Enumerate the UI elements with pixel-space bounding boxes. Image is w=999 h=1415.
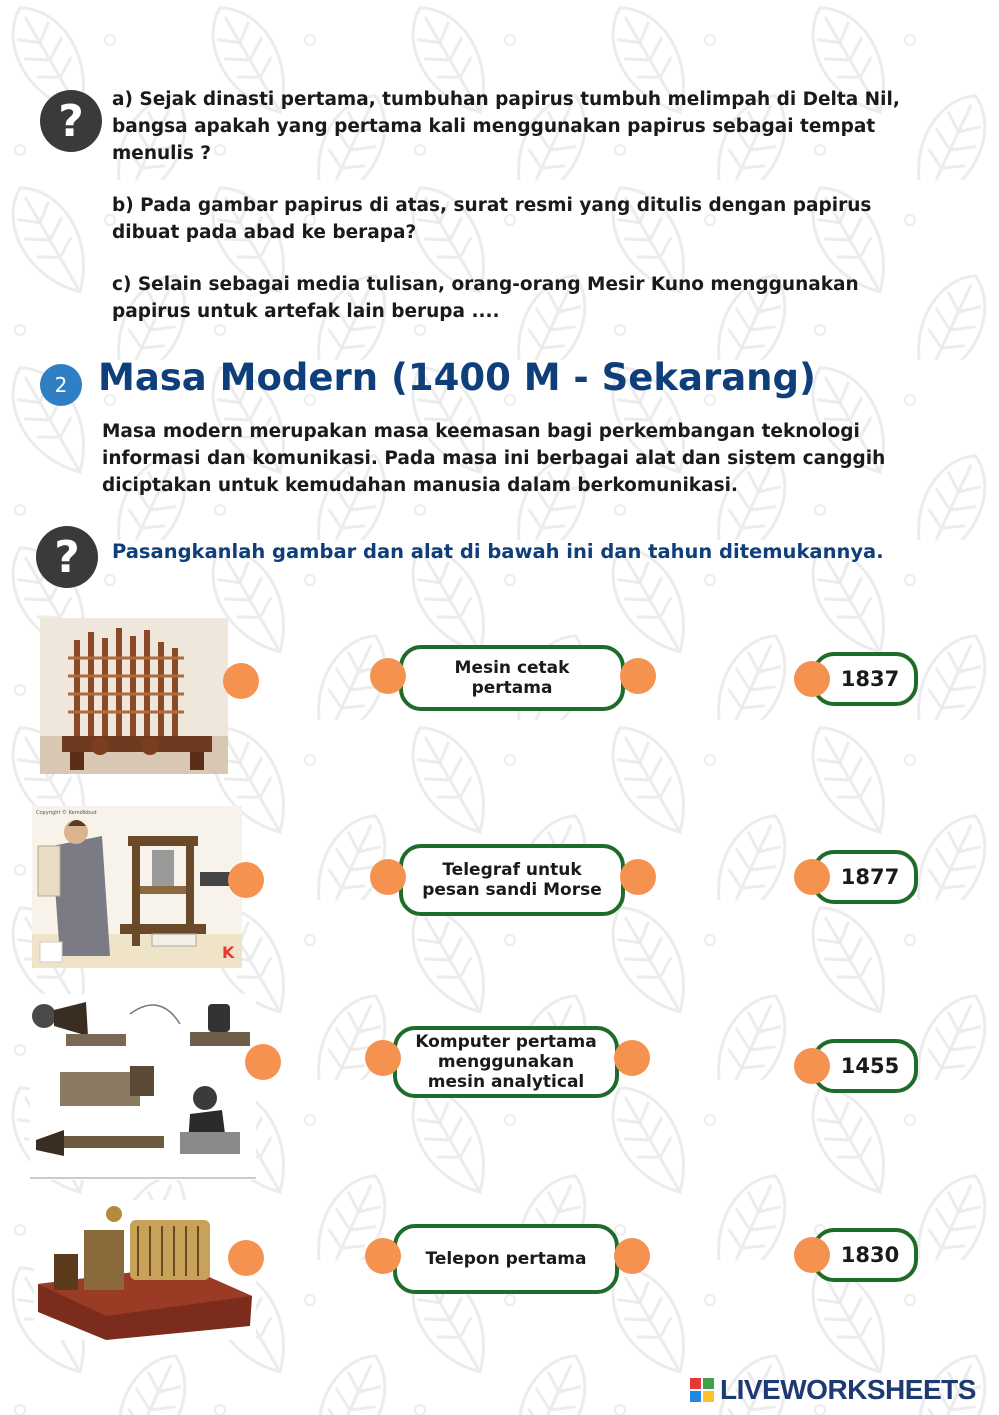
matching-instruction: Pasangkanlah gambar dan alat di bawah ini dan tahun ditemukannya. — [112, 540, 884, 563]
tool-1-left-dot[interactable] — [370, 658, 406, 694]
question-mark-icon: ? — [36, 526, 98, 588]
year-4-dot[interactable] — [794, 1237, 830, 1273]
question-c: c) Selain sebagai media tulisan, orang-orang Mesir Kuno menggunakan papirus untuk artefak lain berupa .... — [112, 274, 859, 322]
image-caption: Copyright © Kemdikbud — [36, 810, 97, 816]
tool-4-right-dot[interactable] — [614, 1238, 650, 1274]
tool-box-3: Komputer pertama menggunakan mesin analytical — [393, 1026, 619, 1098]
section-title: Masa Modern (1400 M - Sekarang) — [98, 356, 816, 399]
year-box-1: 1837 — [812, 652, 918, 706]
brand-name: LIVEWORKSHEETS — [720, 1374, 976, 1405]
liveworksheets-logo-icon — [690, 1378, 714, 1402]
year-3-dot[interactable] — [794, 1048, 830, 1084]
picture-2-connector-dot[interactable] — [228, 862, 264, 898]
tool-3-left-dot[interactable] — [365, 1040, 401, 1076]
question-b: b) Pada gambar papirus di atas, surat resmi yang ditulis dengan papirus dibuat pada abad ke berapa? — [112, 195, 872, 243]
tool-3-right-dot[interactable] — [614, 1040, 650, 1076]
section-description: Masa modern merupakan masa keemasan bagi perkembangan teknologi informasi dan komunikasi. Pada masa ini berbagai alat dan sistem canggih diciptakan untuk kemudahan manusia dalam berkomunikasi. — [102, 421, 886, 496]
k-logo: K — [222, 943, 235, 962]
year-box-4: 1830 — [812, 1228, 918, 1282]
tool-box-4: Telepon pertama — [393, 1224, 619, 1294]
question-mark-icon: ? — [40, 90, 102, 152]
analytical-engine-image — [40, 618, 228, 774]
picture-4-connector-dot[interactable] — [228, 1240, 264, 1276]
year-2-dot[interactable] — [794, 859, 830, 895]
telephone-collage-image — [30, 994, 256, 1180]
telegraph-image — [34, 1200, 256, 1340]
question-a: a) Sejak dinasti pertama, tumbuhan papirus tumbuh melimpah di Delta Nil, bangsa apakah yang pertama kali menggunakan papirus sebagai tempat menulis ? — [112, 89, 900, 164]
section-number-badge: 2 — [40, 364, 82, 406]
tool-box-1: Mesin cetak pertama — [399, 645, 625, 711]
tool-box-2: Telegraf untuk pesan sandi Morse — [399, 844, 625, 916]
printing-press-image — [32, 806, 242, 968]
year-1-dot[interactable] — [794, 661, 830, 697]
tool-2-right-dot[interactable] — [620, 859, 656, 895]
picture-3-connector-dot[interactable] — [245, 1044, 281, 1080]
tool-4-left-dot[interactable] — [365, 1238, 401, 1274]
year-box-3: 1455 — [812, 1039, 918, 1093]
tool-1-right-dot[interactable] — [620, 658, 656, 694]
picture-1-connector-dot[interactable] — [223, 663, 259, 699]
year-box-2: 1877 — [812, 850, 918, 904]
tool-2-left-dot[interactable] — [370, 859, 406, 895]
liveworksheets-logo — [690, 1374, 976, 1406]
